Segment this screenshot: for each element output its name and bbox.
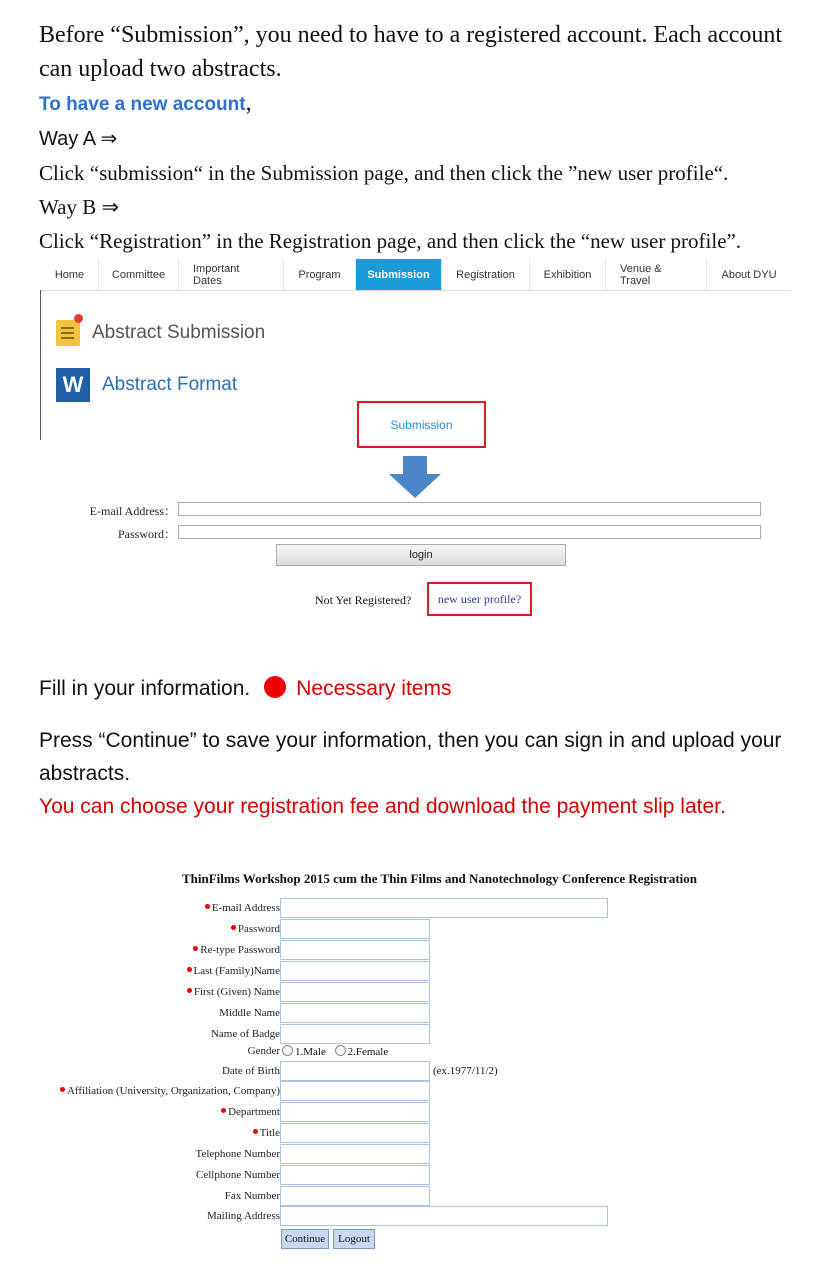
form-field-label: Date of Birth bbox=[221, 1065, 280, 1077]
radio-male[interactable] bbox=[282, 1045, 293, 1056]
necessary-items-text: Necessary items bbox=[296, 677, 452, 700]
abstract-submission-link[interactable] bbox=[56, 320, 265, 346]
form-row bbox=[40, 1165, 620, 1186]
email-label: E-mail Address： bbox=[89, 504, 176, 518]
login-button[interactable]: login bbox=[276, 544, 566, 566]
email-input[interactable] bbox=[178, 502, 761, 516]
last-name-field[interactable] bbox=[280, 961, 430, 981]
field-label-text: Affiliation (University, Organization, Company) bbox=[66, 1085, 280, 1097]
password-field[interactable] bbox=[280, 919, 430, 939]
form-field-label bbox=[253, 1127, 280, 1139]
pin-icon bbox=[74, 314, 83, 323]
abstract-submission-label: Abstract Submission bbox=[92, 322, 266, 343]
title-field[interactable] bbox=[280, 1123, 430, 1143]
required-dot-icon bbox=[205, 904, 210, 909]
field-label-text: Password bbox=[237, 923, 280, 935]
continue-button[interactable]: Continue bbox=[281, 1229, 329, 1249]
form-row bbox=[40, 940, 620, 961]
middle-name-field[interactable] bbox=[280, 1003, 430, 1023]
form-field-label bbox=[221, 1106, 280, 1118]
form-row bbox=[40, 1206, 620, 1227]
form-row bbox=[40, 919, 620, 940]
new-account-heading: To have a new account bbox=[39, 94, 246, 115]
form-field-label: Mailing Address bbox=[206, 1210, 280, 1222]
new-account-line bbox=[39, 86, 809, 122]
gender-options bbox=[276, 1045, 388, 1058]
nav-exhibition[interactable]: Exhibition bbox=[530, 259, 606, 290]
required-dot-icon bbox=[187, 988, 192, 993]
way-b-text: Click “Registration” in the Registration page, and then click the “new user profile”. bbox=[39, 229, 742, 253]
press-continue-text: Press “Continue” to save your information, then you can sign in and upload your abstracts. bbox=[39, 729, 782, 785]
fill-in-text: Fill in your information. bbox=[39, 677, 251, 700]
form-field-label bbox=[193, 944, 280, 956]
required-dot-icon bbox=[60, 1087, 65, 1092]
department-field[interactable] bbox=[280, 1102, 430, 1122]
field-label-text: E-mail Address bbox=[211, 902, 280, 914]
mailing-address-field[interactable] bbox=[280, 1206, 608, 1226]
abstract-format-link[interactable] bbox=[56, 368, 237, 402]
form-title: ThinFilms Workshop 2015 cum the Thin Films and Nanotechnology Conference Registration bbox=[182, 871, 697, 886]
fee-note-text: You can choose your registration fee and download the payment slip later. bbox=[39, 795, 726, 818]
retype-password-field[interactable] bbox=[280, 940, 430, 960]
form-row bbox=[40, 898, 620, 919]
required-dot-icon bbox=[253, 1129, 258, 1134]
submission-button[interactable]: Submission bbox=[357, 401, 486, 448]
gender-label: Gender bbox=[247, 1045, 280, 1057]
form-row bbox=[40, 1061, 620, 1082]
not-registered-text: Not Yet Registered? bbox=[315, 593, 412, 607]
gender-option-male: 1.Male bbox=[295, 1046, 326, 1058]
down-arrow-icon bbox=[389, 456, 441, 498]
new-user-profile-link[interactable]: new user profile? bbox=[427, 582, 532, 616]
way-a-text: Click “submission“ in the Submission page, and then click the ”new user profile“. bbox=[39, 161, 729, 185]
form-field-label: Telephone Number bbox=[195, 1148, 280, 1160]
intro-instructions bbox=[39, 18, 809, 258]
nav-important-dates[interactable]: Important Dates bbox=[179, 259, 284, 290]
form-field-label: Name of Badge bbox=[210, 1028, 280, 1040]
required-dot-icon bbox=[221, 1108, 226, 1113]
form-row bbox=[40, 1123, 620, 1144]
nav-program[interactable]: Program bbox=[284, 259, 356, 290]
form-row bbox=[40, 1043, 620, 1061]
nav-about-dyu[interactable]: About DYU bbox=[721, 268, 777, 281]
abstract-format-label: Abstract Format bbox=[102, 374, 238, 395]
nav-venue-travel[interactable]: Venue & Travel bbox=[606, 259, 707, 290]
form-row bbox=[40, 1186, 620, 1207]
password-label: Password： bbox=[117, 527, 176, 541]
form-row bbox=[40, 1102, 620, 1123]
form-row bbox=[40, 982, 620, 1003]
way-b-label: Way B ⇒ bbox=[39, 195, 120, 219]
form-field-label: Middle Name bbox=[219, 1007, 280, 1019]
word-icon: W bbox=[56, 368, 90, 402]
nav-home[interactable]: Home bbox=[41, 259, 99, 290]
field-label-text: Re-type Password bbox=[200, 944, 280, 956]
telephone-field[interactable] bbox=[280, 1144, 430, 1164]
content-divider bbox=[40, 290, 41, 440]
form-row bbox=[40, 1081, 620, 1102]
badge-name-field[interactable] bbox=[280, 1024, 430, 1044]
affiliation-field[interactable] bbox=[280, 1081, 430, 1101]
form-field-label: Cellphone Number bbox=[195, 1169, 280, 1181]
required-dot-icon bbox=[187, 967, 192, 972]
field-label-text: Department bbox=[228, 1106, 280, 1118]
dob-hint: (ex.1977/11/2) bbox=[433, 1065, 498, 1077]
field-label-text: Last (Family)Name bbox=[193, 965, 280, 977]
email-field[interactable] bbox=[280, 898, 608, 918]
form-field-label bbox=[187, 965, 280, 977]
nav-submission[interactable]: Submission bbox=[356, 259, 442, 290]
fill-in-line bbox=[39, 672, 809, 705]
form-field-label bbox=[205, 902, 280, 914]
required-dot-icon bbox=[193, 946, 198, 951]
first-name-field[interactable] bbox=[280, 982, 430, 1002]
password-input[interactable] bbox=[178, 525, 761, 539]
dob-field[interactable] bbox=[280, 1061, 430, 1081]
cellphone-field[interactable] bbox=[280, 1165, 430, 1185]
field-label-text: Title bbox=[259, 1127, 280, 1139]
nav-registration[interactable]: Registration bbox=[442, 259, 530, 290]
nav-committee[interactable]: Committee bbox=[99, 259, 179, 290]
heading-comma: , bbox=[245, 90, 252, 116]
way-a-label: Way A ⇒ bbox=[39, 128, 118, 150]
logout-button[interactable]: Logout bbox=[333, 1229, 375, 1249]
field-label-text: First (Given) Name bbox=[193, 986, 280, 998]
intro-line: Before “Submission”, you need to have to a registered account. Each account can upload two abstracts. bbox=[39, 22, 783, 82]
form-field-label bbox=[60, 1085, 280, 1097]
form-row bbox=[40, 1144, 620, 1165]
site-nav bbox=[41, 259, 791, 291]
fax-field[interactable] bbox=[280, 1186, 430, 1206]
form-row bbox=[40, 961, 620, 982]
form-field-label: Fax Number bbox=[224, 1190, 280, 1202]
red-dot-icon bbox=[264, 676, 286, 698]
required-dot-icon bbox=[231, 925, 236, 930]
form-field-label bbox=[231, 923, 280, 935]
radio-female[interactable] bbox=[335, 1045, 346, 1056]
form-field-label bbox=[187, 986, 280, 998]
form-row bbox=[40, 1024, 620, 1045]
form-row bbox=[40, 1003, 620, 1024]
document-icon bbox=[56, 320, 80, 346]
gender-option-female: 2.Female bbox=[347, 1046, 389, 1058]
